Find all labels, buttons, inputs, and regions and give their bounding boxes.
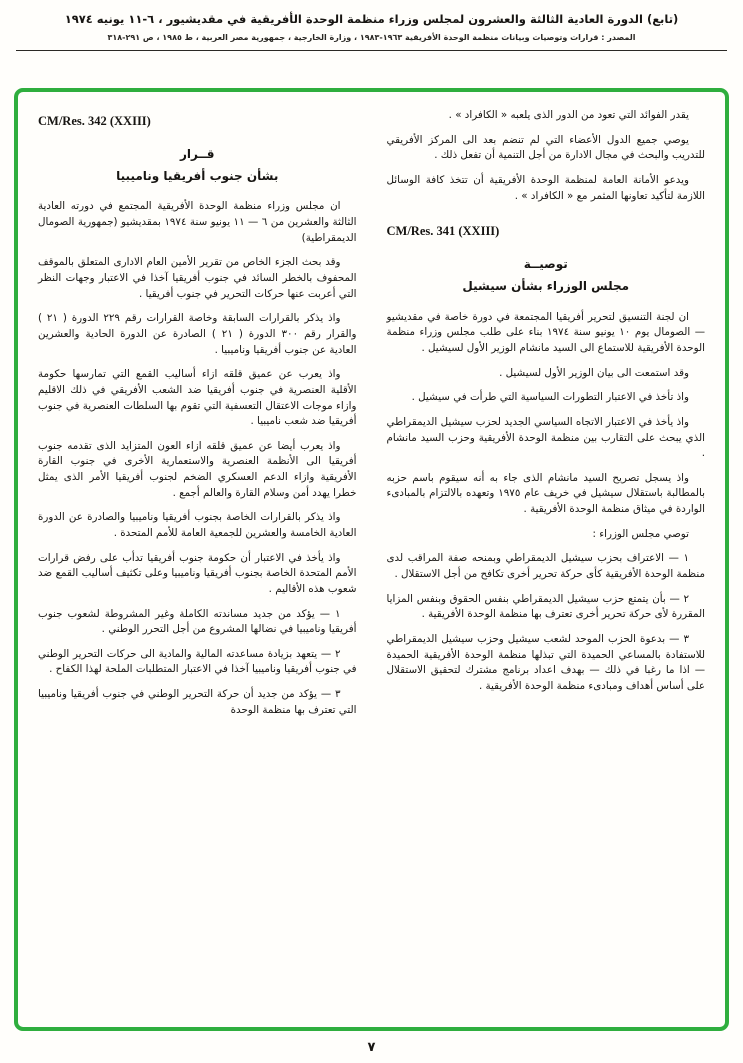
paragraph: واذ تأخذ في الاعتبار التطورات السياسية التي طرأت في سيشيل . — [411, 391, 689, 404]
paragraph: ١ — الاعتراف بحزب سيشيل الديمقراطي وبمنحه صفة المراقب لدى منظمة الوحدة الأفريقية كأى حركة تحرير أخرى تكافح من أجل الاستقلال . — [386, 552, 705, 580]
paragraph: واذ يأخذ في الاعتبار الاتجاه السياسي الجديد لحزب سيشيل الديمقراطي الذي يبحث على التقارب بين منظمة الوحدة الأفريقية وحزب السيد مانشام . — [386, 415, 705, 460]
paragraph: واذ يأخذ في الاعتبار أن حكومة جنوب أفريقيا تدأب على رفض قرارات الأمم المتحدة الخاصة بجنوب أفريقيا وناميبيا وعلى تكثيف أساليب القمع ضد شعوب هذه الأقاليم . — [38, 551, 357, 595]
resolution-341-title: توصيــة — [523, 257, 568, 272]
page-number: ٧ — [367, 1040, 376, 1055]
paragraph: واذ يسجل تصريح السيد مانشام الذى جاء به أنه سيقوم باسم حزبه بالمطالبة باستقلال سيشيل في خريف عام ١٩٧٥ وتعهده بالالتزام بالمبادىء الواردة في ميثاق منظمة الوحدة الأفريقية . — [386, 471, 705, 516]
right-column — [387, 108, 706, 1015]
paragraph: يقدر الفوائد التي تعود من الدور الذى يلعبه « الكافراد » . — [448, 109, 689, 121]
resolution-id-341: CM/Res. 341 (XXIII) — [386, 224, 500, 239]
paragraph: ان مجلس وزراء منظمة الوحدة الأفريقية المجتمع في دورته العادية الثالثة والعشرين من ٦ — ١١ يونيو سنة ١٩٧٤ بمقديشيو (جمهورية الصومال الديمقراطية) — [38, 200, 357, 244]
resolution-id-342: CM/Res. 342 (XXIII) — [38, 114, 151, 128]
paragraph: ٢ — يتعهد بزيادة مساعدته المالية والمادية الى حركات التحرير الوطني في جنوب أفريقيا وناميبيا آخذا في الاعتبار المتطلبات الملحة لهذا الكفاح . — [38, 647, 357, 676]
paragraph: واذ يعرب عن عميق قلقه ازاء أساليب القمع التي تمارسها حكومة الأقلية العنصرية في جنوب أفريقيا ضد الشعب الأفريقي في ذلك الاقليم وازاء موجات الاعتقال التعسفية التي تقوم بها السلطات العنصرية في جنوب أفريقيا ضد شعب ناميبيا . — [38, 368, 357, 428]
page-border — [14, 88, 729, 1031]
paragraph: ١ — يؤكد من جديد مساندته الكاملة وغير المشروطة لشعوب جنوب أفريقيا وناميبيا في نضالها المشروع من أجل التحرر الوطني . — [38, 607, 357, 636]
paragraph: ويدعو الأمانة العامة لمنظمة الوحدة الأفريقية أن تتخذ كافة الوسائل اللازمة لتأكيد تعاونها المثمر مع « الكافراد » . — [386, 173, 705, 202]
paragraph: واذ يذكر بالقرارات الخاصة بجنوب أفريقيا وناميبيا والصادرة عن الدورة العادية الخامسة والعشرين للجمعية العامة للأمم المتحدة . — [38, 511, 357, 539]
source-note: المصدر : قرارات وتوصيات وبيانات منظمة الوحدة الأفريقية ١٩٦٣-١٩٨٣ ، وزارة الخارجية ، جمهورية مصر العربية ، ط ١٩٨٥ ، ص ٢٩١-٣١٨ — [107, 33, 636, 42]
paragraph: يوصي جميع الدول الأعضاء التي لم تنضم بعد الى المركز الأفريقي للتدريب والبحث في مجال الادارة من أجل التنمية أن تفعل ذلك . — [386, 133, 705, 162]
paragraph: ان لجنة التنسيق لتحرير أفريقيا المجتمعة في دورة خاصة في مقديشيو — الصومال يوم ١٠ يونيو سنة ١٩٧٤ بناء على طلب مجلس وزراء منظمة الوحدة الأفريقية للاستماع الى السيد مانشام الوزير الأول لسيشيل . — [386, 310, 705, 354]
session-title: (تابع) الدورة العادية الثالثة والعشرون لمجلس وزراء منظمة الوحدة الأفريقية في مقديشيور ، ٦-١١ يونيه ١٩٧٤ — [64, 12, 679, 26]
paragraph: واذ يذكر بالقرارات السابقة وخاصة القرارات رقم ٢٢٩ الدورة ( ٢١ ) والقرار رقم ٣٠٠ الدورة ( ٢١ ) الصادرة عن الدورة الحادية والعشرين العادية عن جنوب أفريقيا وناميبيا . — [38, 312, 357, 356]
paragraph: وقد استمعت الى بيان الوزير الأول لسيشيل . — [499, 366, 689, 379]
document-header — [0, 0, 743, 42]
paragraph: توصي مجلس الوزراء : — [592, 527, 689, 540]
header-divider — [16, 50, 727, 51]
resolution-341-subtitle: مجلس الوزراء بشأن سيشيل — [462, 279, 630, 294]
paragraph: ٣ — بدعوة الحزب الموحد لشعب سيشيل وحزب سيشيل الديمقراطي للاستفادة بالمساعي الحميدة التي تبذلها منظمة الوحدة الأفريقية الحميدة — اذا ما رغبا في ذلك — بهدف اعداد برنامج مشترك لتحقيق الاستقلال على أساس أهداف ومبادىء منظمة الوحدة الأفريقية . — [386, 632, 705, 692]
resolution-342-title: قــرار — [179, 147, 215, 161]
paragraph: ٢ — بأن يتمتع حزب سيشيل الديمقراطي بنفس الحقوق وبنفس المزايا المقررة لأى حركة تحرير أخرى تعترف بها منظمة الوحدة الأفريقية . — [386, 592, 705, 621]
resolution-342-subtitle: بشأن جنوب أفريقيا وناميبيا — [116, 169, 279, 184]
left-column — [38, 108, 357, 1015]
paragraph: وقد بحث الجزء الخاص من تقرير الأمين العام الادارى المتعلق بالموقف المحفوف بالخطر السائد في جنوب أفريقيا آخذا في الاعتبار وجهات النظر التي أعربت عنها حركات التحرير في جنوب أفريقيا . — [38, 256, 357, 300]
paragraph: واذ يعرب أيضا عن عميق قلقه ازاء العون المتزايد الذى تقدمه جنوب أفريقيا الى الأنظمة العنصرية والاستعمارية الأخرى في جنوب القارة الأفريقية وازاء الدعم العسكري الضخم لجنوب أفريقيا الأمر الذى يمثل خطرا يهدد أمن وسلام القارة والعالم أجمع . — [38, 439, 357, 499]
paragraph: ٣ — يؤكد من جديد أن حركة التحرير الوطني في جنوب أفريقيا وناميبيا التي تعترف بها منظمة الوحدة — [38, 688, 357, 716]
two-column-layout — [38, 108, 705, 1015]
